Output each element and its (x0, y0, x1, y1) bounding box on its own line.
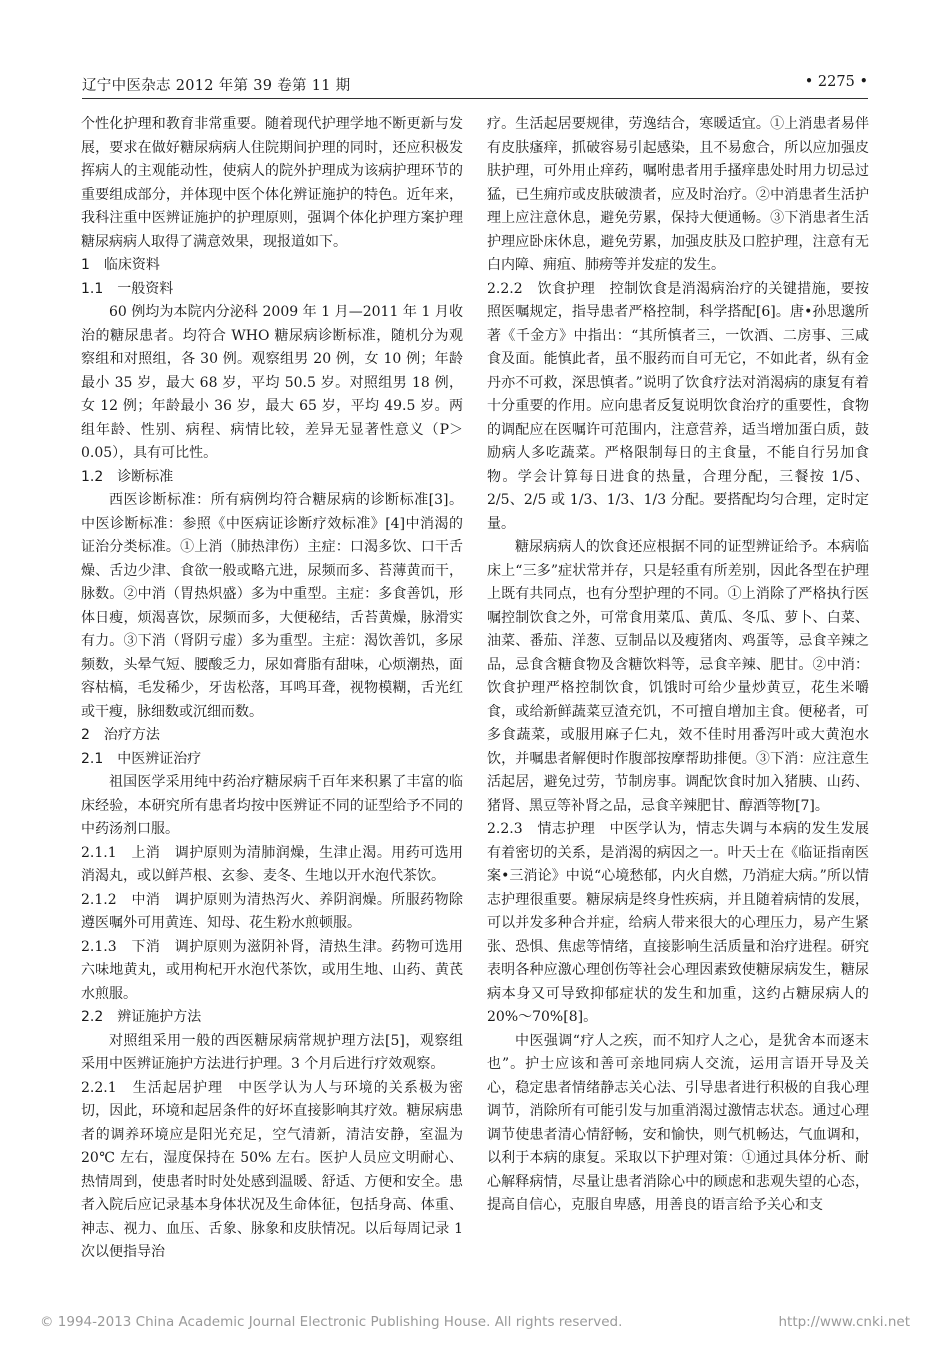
left-column (81, 113, 463, 1265)
right-column (487, 113, 869, 1218)
body-paragraph: 60 例均为本院内分泌科 2009 年 1 月—2011 年 1 月收治的糖尿患者。均符合 WHO 糖尿病诊断标准，随机分为观察组和对照组，各 30 例。观察组男 20 例，女 10 例；年龄最小 35 岁，最大 68 岁，平均 50.5 岁。对照组男 18 例，女 12 例；年龄最小 36 岁，最大 65 岁，平均 49.5 岁。两组年龄、性别、病程、病情比较，差异无显著性意义（P＞0.05），具有可比性。 (81, 304, 463, 461)
body-paragraph: 糖尿病病人的饮食还应根据不同的证型辨证给予。本病临床上“三多”症状常并存，只是轻重有所差别，因此各型在护理上既有共同点，也有分型护理的不同。①上消除了严格执行医嘱控制饮食之外，可常食用菜瓜、黄瓜、冬瓜、萝卜、白菜、油菜、番茄、洋葱、豆制品以及瘦猪肉、鸡蛋等，忌食辛辣之品，忌食含糖食物及含糖饮料等，忌食辛辣、肥甘。②中消：饮食护理严格控制饮食，饥饿时可给少量炒黄豆，花生米嚼食，或给新鲜蔬菜豆渣充饥，不可擅自增加主食。便秘者，可多食蔬菜，或服用麻子仁丸，效不佳时用番泻叶或大黄泡水饮，并嘱患者解便时作腹部按摩帮助排便。③下消：应注意生活起居，避免过劳，节制房事。调配饮食时加入猪胰、山药、猪肾、黑豆等补肾之品，忌食辛辣肥甘、醇酒等物[7]。 (487, 539, 869, 814)
body-paragraph: 个性化护理和教育非常重要。随着现代护理学地不断更新与发展，要求在做好糖尿病病人住院期间护理的同时，还应积极发挥病人的主观能动性，使病人的院外护理成为该病护理环节的重要组成部分，并体现中医个体化辨证施护的特色。近年来，我科注重中医辨证施护的护理原则，强调个体化护理方案护理糖尿病病人取得了满意效果，现报道如下。 (81, 116, 463, 250)
copyright-notice: © 1994-2013 China Academic Journal Electronic Publishing House. All rights reserved. (40, 1314, 623, 1330)
body-paragraph: 中医强调“疗人之疾，而不知疗人之心，是犹舍本而逐末也”。护士应该和善可亲地同病人交流，运用言语开导及关心，稳定患者情绪静志关心法、引导患者进行积极的自我心理调节，消除所有可能引发与加重消渴过激情志状态。通过心理调节使患者清心情舒畅，安和愉快，则气机畅达，气血调和，以利于本病的康复。采取以下护理对策：①通过具体分析、耐心解释病情，尽量让患者消除心中的顾虑和悲观失望的心态，提高自信心，克服自卑感，用善良的语言给予关心和支 (487, 1032, 869, 1213)
body-paragraph: 2.1.2 中消 调护原则为清热泻火、养阴润燥。所服药物除遵医嘱外可用黄连、知母、花生粉水煎顿服。 (81, 891, 463, 931)
journal-citation: 辽宁中医杂志 2012 年第 39 卷第 11 期 (82, 78, 351, 94)
body-paragraph: 对照组采用一般的西医糖尿病常规护理方法[5]，观察组采用中医辨证施护方法进行护理。3 个月后进行疗效观察。 (81, 1032, 463, 1072)
body-paragraph: 疗。生活起居要规律，劳逸结合，寒暖适宜。①上消患者易伴有皮肤瘙痒，抓破容易引起感染，且不易愈合，所以应加强皮肤护理，可外用止痒药，嘱咐患者用手搔痒患处时用力切忌过猛，已生痈疖或皮肤破溃者，应及时治疗。②中消患者生活护理上应注意休息，避免劳累，保持大便通畅。③下消患者生活护理应卧床休息，避免劳累，加强皮肤及口腔护理，注意有无白内障、痈疽、肺痨等并发症的发生。 (487, 116, 869, 273)
body-paragraph: 2.1.3 下消 调护原则为滋阴补肾，清热生津。药物可选用六味地黄丸，或用枸杞开水泡代茶饮，或用生地、山药、黄芪水煎服。 (81, 938, 463, 1002)
section-heading: 1.1 一般资料 (81, 280, 174, 297)
section-heading: 1.2 诊断标准 (81, 468, 174, 485)
body-paragraph: 2.2.1 生活起居护理 中医学认为人与环境的关系极为密切，因此，环境和起居条件的好坏直接影响其疗效。糖尿病患者的调养环境应是阳光充足，空气清新，清洁安静，室温为 20℃ 左右，湿度保持在 50% 左右。医护人员应文明耐心、热情周到，使患者时时处处感到温暖、舒适、方便和安全。患者入院后应记录基本身体状况及生命体征，包括身高、体重、神志、视力、血压、舌象、脉象和皮肤情况。以后每周记录 1 次以便指导治 (81, 1079, 463, 1260)
page-number: • 2275 • (804, 74, 868, 90)
running-header (82, 72, 868, 99)
body-paragraph: 西医诊断标准：所有病例均符合糖尿病的诊断标准[3]。中医诊断标准：参照《中医病证诊断疗效标准》[4]中消渴的证治分类标准。①上消（肺热津伤）主症：口渴多饮、口干舌燥、舌边少津、食欲一般或略亢进，尿频而多、苔薄黄而干，脉数。②中消（胃热炽盛）多为中重型。主症：多食善饥，形体日瘦，烦渴喜饮，尿频而多，大便秘结，舌苔黄燥，脉滑实有力。③下消（肾阴亏虚）多为重型。主症：渴饮善饥，多尿频数，头晕气短、腰酸乏力，尿如膏脂有甜味，心烦潮热，面容枯槁，毛发稀少，牙齿松落，耳鸣耳聋，视物模糊，舌光红或干瘦，脉细数或沉细而数。 (81, 492, 463, 720)
section-heading: 2 治疗方法 (81, 727, 160, 743)
cnki-link[interactable]: http://www.cnki.net (778, 1314, 910, 1330)
body-paragraph: 2.2.3 情志护理 中医学认为，情志失调与本病的发生发展有着密切的关系，是消渴的病因之一。叶天士在《临证指南医案•三消论》中说“心境愁郁，内火自燃，乃消症大病。”所以情志护理很重要。糖尿病是终身性疾病，并且随着病情的发展，可以并发多种合并症，给病人带来很大的心理压力，易产生紧张、恐惧、焦虑等情绪，直接影响生活质量和治疗进程。研究表明各种应激心理创伤等社会心理因素致使糖尿病发生，糖尿病本身又可导致抑郁症状的发生和加重，这约占糖尿病人的 20%～70%[8]。 (487, 821, 869, 1025)
section-heading: 2.2 辨证施护方法 (81, 1009, 202, 1025)
copyright-footer (40, 1314, 910, 1338)
body-paragraph: 祖国医学采用纯中药治疗糖尿病千百年来积累了丰富的临床经验，本研究所有患者均按中医辨证不同的证型给予不同的中药汤剂口服。 (81, 774, 463, 837)
section-heading: 2.1 中医辨证治疗 (81, 750, 202, 767)
section-heading: 1 临床资料 (81, 257, 160, 273)
body-paragraph: 2.2.2 饮食护理 控制饮食是消渴病治疗的关键措施，要按照医嘱规定，指导患者严格控制，科学搭配[6]。唐•孙思邈所著《千金方》中指出：“其所慎者三，一饮酒、二房事、三咸食及面。能慎此者，虽不服药而自可无它，不如此者，纵有金丹亦不可救，深思慎者。”说明了饮食疗法对消渴病的康复有着十分重要的作用。应向患者反复说明饮食治疗的重要性，食物的调配应在医嘱许可范围内，注意营养，适当增加蛋白质，鼓励病人多吃蔬菜。严格限制每日的主食量，不能自行另加食物。学会计算每日进食的热量，合理分配，三餐按 1/5、2/5、2/5 或 1/3、1/3、1/3 分配。要搭配均匀合理，定时定量。 (487, 280, 869, 532)
body-paragraph: 2.1.1 上消 调护原则为清肺润燥，生津止渴。用药可选用消渴丸，或以鲜芦根、玄参、麦冬、生地以开水泡代茶饮。 (81, 844, 463, 884)
